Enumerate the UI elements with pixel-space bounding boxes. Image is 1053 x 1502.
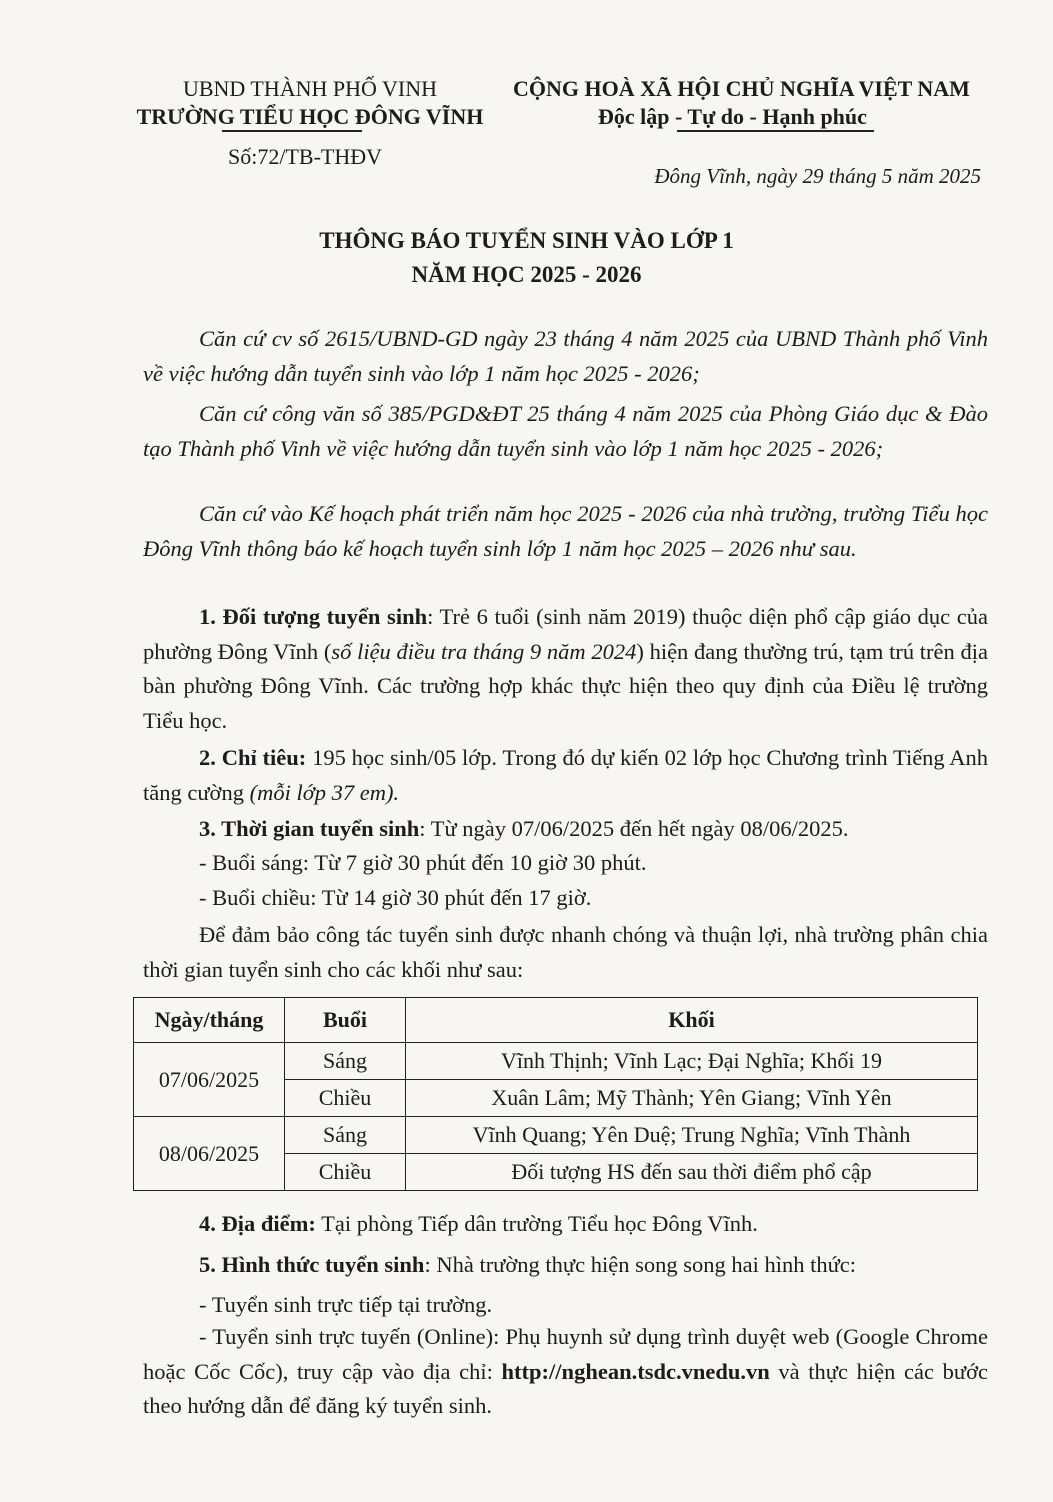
morning-hours: - Buổi sáng: Từ 7 giờ 30 phút đến 10 giờ 30 phút. — [199, 850, 647, 875]
country-name: CỘNG HOÀ XÃ HỘI CHỦ NGHĨA VIỆT NAM — [513, 76, 970, 101]
school-year-title: NĂM HỌC 2025 - 2026 — [411, 262, 642, 287]
schedule-table — [133, 997, 978, 1191]
section-target-heading: 1. Đối tượng tuyển sinh — [199, 604, 428, 629]
basis-paragraph-1: Căn cứ cv số 2615/UBND-GD ngày 23 tháng 4 năm 2025 của UBND Thành phố Vinh về việc hướng dẫn tuyển sinh vào lớp 1 năm học 2025 - 2026; — [143, 326, 988, 386]
online-enrollment: - Tuyển sinh trực tuyến (Online): Phụ huynh sử dụng trình duyệt web (Google Chrome hoặc Cốc Cốc), truy cập vào địa chỉ: http://nghean.tsdc.vnedu.vn và thực hiện các bước theo hướng dẫn để đăng ký tuyển sinh. — [143, 1324, 988, 1418]
blocks-cell: Đối tượng HS đến sau thời điểm phổ cập — [406, 1154, 978, 1191]
section-target: 1. Đối tượng tuyển sinh: Trẻ 6 tuổi (sinh năm 2019) thuộc diện phổ cập giáo dục của phường Đông Vĩnh (số liệu điều tra tháng 9 năm 2024) hiện đang thường trú, tạm trú trên địa bàn phường Đông Vĩnh. Các trường hợp khác thực hiện theo quy định của Điều lệ trường Tiểu học. — [143, 604, 988, 733]
blocks-cell: Vĩnh Quang; Yên Duệ; Trung Nghĩa; Vĩnh Thành — [406, 1117, 978, 1154]
session-cell: Chiều — [285, 1080, 406, 1117]
session-cell: Sáng — [285, 1117, 406, 1154]
direct-enrollment: - Tuyển sinh trực tiếp tại trường. — [199, 1292, 493, 1317]
authority-name: UBND THÀNH PHỐ VINH — [182, 76, 438, 101]
header-date: Ngày/tháng — [134, 998, 285, 1043]
motto: Độc lập - Tự do - Hạnh phúc — [598, 104, 867, 129]
section-method: 5. Hình thức tuyển sinh: Nhà trường thực hiện song song hai hình thức: — [199, 1252, 857, 1277]
section-quota-heading: 2. Chỉ tiêu: — [199, 745, 307, 770]
motto-underline — [677, 130, 874, 132]
session-cell: Chiều — [285, 1154, 406, 1191]
header-blocks: Khối — [406, 998, 978, 1043]
table-row — [134, 1117, 978, 1154]
basis-paragraph-3: Căn cứ vào Kế hoạch phát triển năm học 2025 - 2026 của nhà trường, trường Tiểu học Đông Vĩnh thông báo kế hoạch tuyển sinh lớp 1 năm học 2025 – 2026 như sau. — [143, 501, 988, 561]
table-header-row — [134, 998, 978, 1043]
afternoon-hours: - Buổi chiều: Từ 14 giờ 30 phút đến 17 giờ. — [199, 885, 592, 910]
section-time: 3. Thời gian tuyển sinh: Từ ngày 07/06/2025 đến hết ngày 08/06/2025. — [199, 816, 849, 841]
basis-paragraph-2: Căn cứ công văn số 385/PGD&ĐT 25 tháng 4 năm 2025 của Phòng Giáo dục & Đào tạo Thành phố Vinh về việc hướng dẫn tuyển sinh vào lớp 1 năm học 2025 - 2026; — [143, 401, 988, 461]
section-quota: 2. Chỉ tiêu: 195 học sinh/05 lớp. Trong đó dự kiến 02 lớp học Chương trình Tiếng Anh tăng cường (mỗi lớp 37 em). — [143, 745, 989, 805]
enrollment-url: http://nghean.tsdc.vnedu.vn — [501, 1358, 770, 1384]
session-cell: Sáng — [285, 1043, 406, 1080]
blocks-cell: Xuân Lâm; Mỹ Thành; Yên Giang; Vĩnh Yên — [406, 1080, 978, 1117]
schedule-note: Để đảm bảo công tác tuyển sinh được nhanh chóng và thuận lợi, nhà trường phân chia thời gian tuyển sinh cho các khối như sau: — [143, 922, 988, 982]
section-location-heading: 4. Địa điểm: — [199, 1211, 316, 1236]
section-time-heading: 3. Thời gian tuyển sinh — [199, 816, 420, 841]
school-name-underline — [222, 130, 362, 132]
school-name: TRƯỜNG TIỂU HỌC ĐÔNG VĨNH — [136, 104, 484, 129]
notice-title: THÔNG BÁO TUYỂN SINH VÀO LỚP 1 — [319, 228, 734, 253]
section-method-heading: 5. Hình thức tuyển sinh — [199, 1252, 425, 1277]
date-cell: 08/06/2025 — [134, 1117, 285, 1191]
table-row — [134, 1043, 978, 1080]
blocks-cell: Vĩnh Thịnh; Vĩnh Lạc; Đại Nghĩa; Khối 19 — [406, 1043, 978, 1080]
document-number: Số:72/TB-THĐV — [228, 144, 382, 169]
date-cell: 07/06/2025 — [134, 1043, 285, 1117]
section-location: 4. Địa điểm: Tại phòng Tiếp dân trường Tiểu học Đông Vĩnh. — [199, 1211, 758, 1236]
issue-date: Đông Vĩnh, ngày 29 tháng 5 năm 2025 — [654, 164, 981, 188]
header-session: Buổi — [285, 998, 406, 1043]
